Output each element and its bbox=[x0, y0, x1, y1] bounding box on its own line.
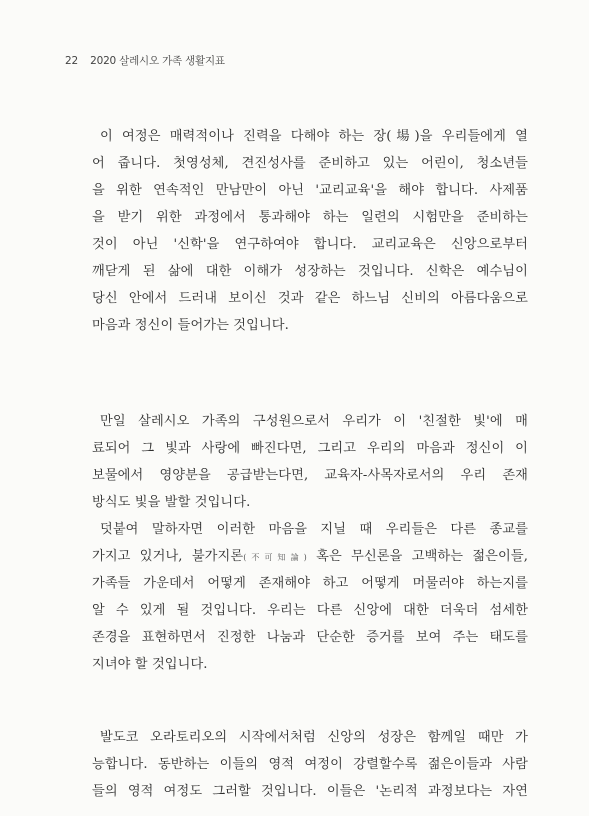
text-line: 존경을 표현하면서 진정한 나눔과 단순한 증거를 보여 주는 태도를 bbox=[92, 630, 528, 645]
text-line: 보물에서 영양분을 공급받는다면, 교육자-사목자로서의 우리 존재 bbox=[92, 468, 528, 483]
paragraph-1 bbox=[92, 123, 528, 339]
text-line: 지녀야 할 것입니다. bbox=[92, 657, 208, 672]
text-line: 알 수 있게 될 것입니다. 우리는 다른 신앙에 대한 더욱더 섬세한 bbox=[92, 603, 528, 618]
paragraph-3 bbox=[92, 724, 528, 805]
text-line: 이 여정은 매력적이나 진력을 다해야 하는 장(場)을 우리들에게 열 bbox=[100, 129, 528, 144]
text-line: 당신 안에서 드러내 보이신 것과 같은 하느님 신비의 아름다움으로 bbox=[92, 291, 528, 306]
text-line: 깨닫게 된 삶에 대한 이해가 성장하는 것입니다. 신학은 예수님이 bbox=[92, 264, 528, 279]
running-header bbox=[65, 53, 225, 68]
text-line: 발도코 오라토리오의 시작에서처럼 신앙의 성장은 함께일 때만 가 bbox=[100, 730, 528, 745]
text-line: 만일 살레시오 가족의 구성원으로서 우리가 이 '친절한 빛'에 매 bbox=[100, 414, 528, 429]
page-number: 22 bbox=[65, 55, 78, 67]
hanja-gloss: (不可知論) bbox=[243, 553, 307, 562]
text-line: 능합니다. 동반하는 이들의 영적 여정이 강렬할수록 젊은이들과 사람 bbox=[92, 757, 528, 772]
text-line: 것이 아닌 '신학'을 연구하여야 합니다. 교리교육은 신앙으로부터 bbox=[92, 237, 528, 252]
text-line: 덧붙여 말하자면 이러한 마음을 지닐 때 우리들은 다른 종교를 bbox=[100, 522, 528, 537]
paragraph-2 bbox=[92, 408, 528, 678]
text-line: 을 위한 연속적인 만남만이 아닌 '교리교육'을 해야 합니다. 사제품 bbox=[92, 183, 528, 198]
text-segment: 가지고 있거나, 불가지론 bbox=[92, 549, 244, 564]
text-line: 가족들 가운데서 어떻게 존재해야 하고 어떻게 머물러야 하는지를 bbox=[92, 576, 528, 591]
text-line: 어 줍니다. 첫영성체, 견진성사를 준비하고 있는 어린이, 청소년들 bbox=[92, 156, 528, 171]
text-line: 을 받기 위한 과정에서 통과해야 하는 일련의 시험만을 준비하는 bbox=[92, 210, 528, 225]
text-line: 들의 영적 여정도 그러할 것입니다. 이들은 '논리적 과정보다는 자연 bbox=[92, 784, 528, 799]
text-line-with-gloss bbox=[92, 543, 528, 570]
running-title: 2020 살레시오 가족 생활지표 bbox=[90, 55, 225, 67]
text-segment: 혹은 무신론을 고백하는 젊은이들, bbox=[316, 549, 528, 564]
text-line: 방식도 빛을 발할 것입니다. bbox=[92, 495, 251, 510]
text-line: 료되어 그 빛과 사랑에 빠진다면, 그리고 우리의 마음과 정신이 이 bbox=[92, 441, 528, 456]
text-line: 마음과 정신이 들어가는 것입니다. bbox=[92, 318, 289, 333]
